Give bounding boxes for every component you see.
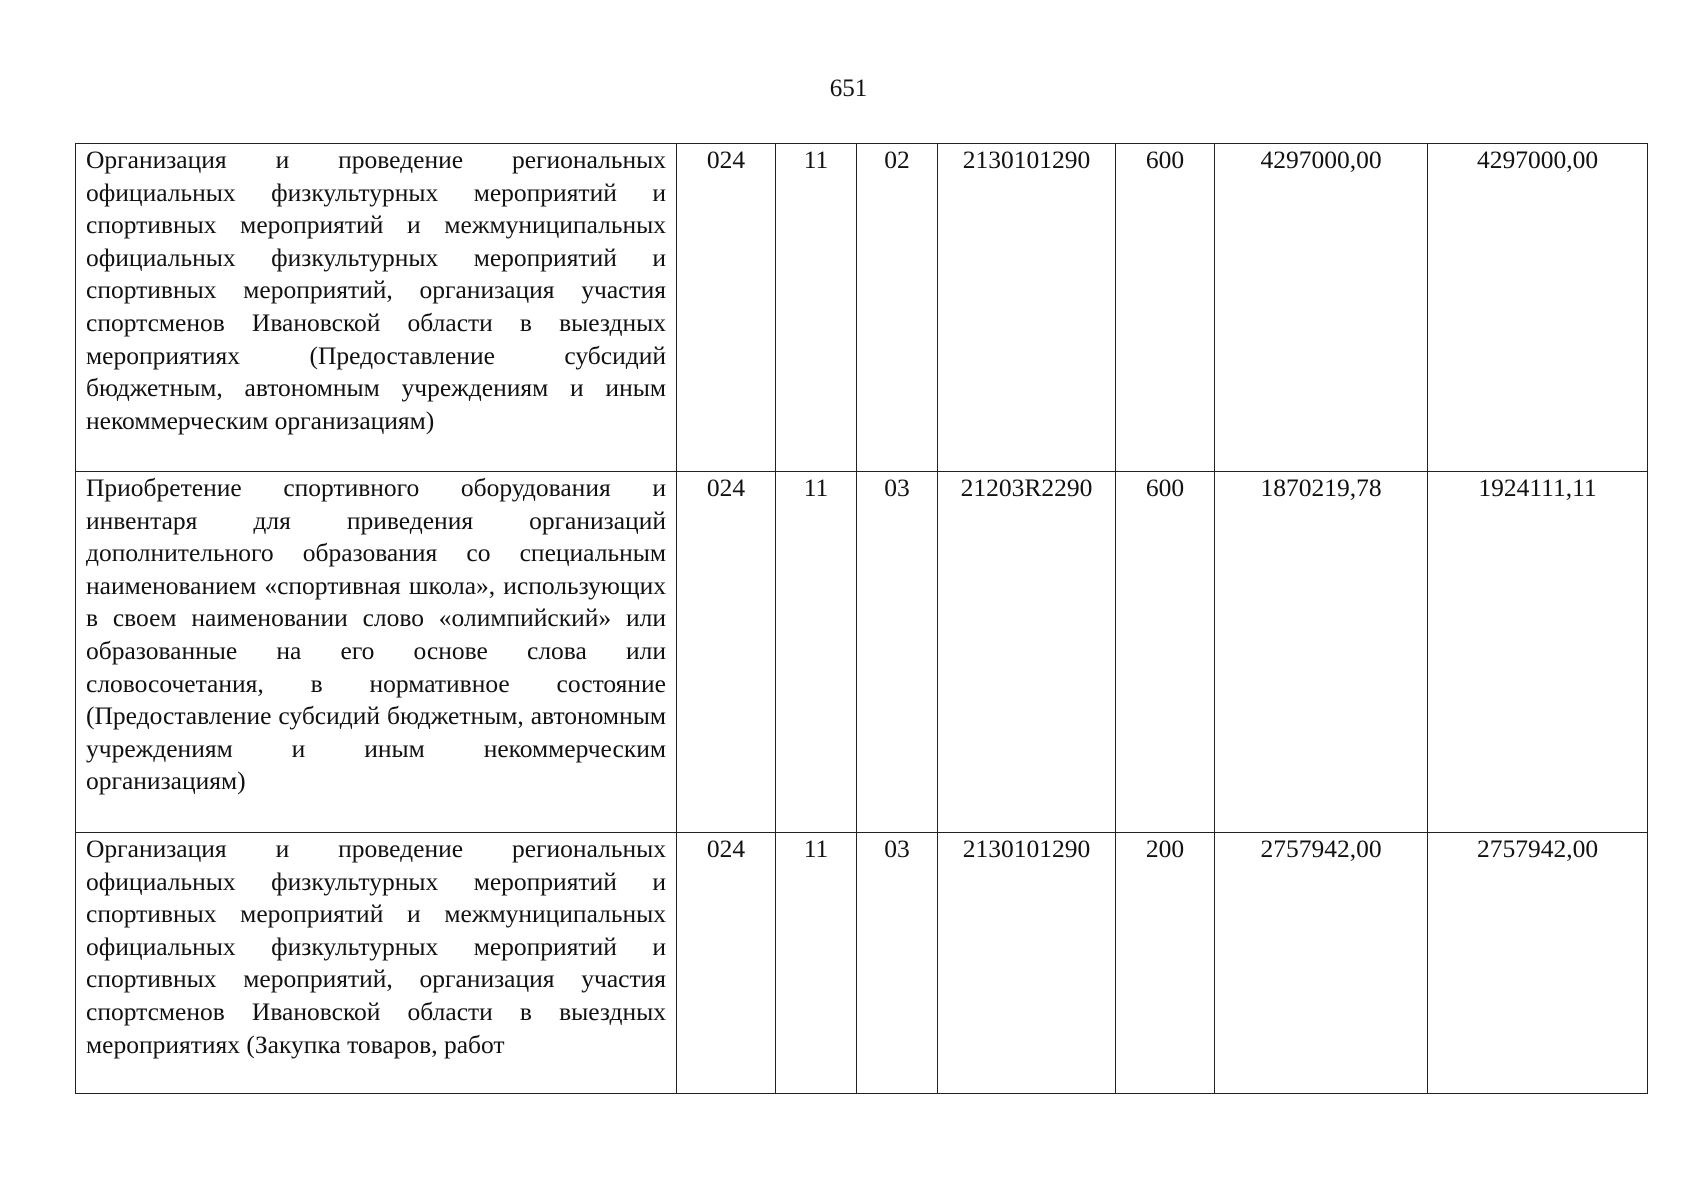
section-cell: 11 (776, 144, 857, 472)
section-cell: 11 (776, 833, 857, 1094)
budget-table (75, 143, 1648, 1094)
amount-year-1-cell: 2757942,00 (1215, 833, 1428, 1094)
page-number: 651 (829, 75, 868, 102)
subsection-cell: 02 (857, 144, 938, 472)
expense-type-cell: 200 (1116, 833, 1215, 1094)
target-article-cell: 2130101290 (938, 144, 1116, 472)
expense-type-cell: 600 (1116, 472, 1215, 833)
table-row (76, 472, 1648, 833)
target-article-cell: 2130101290 (938, 833, 1116, 1094)
amount-year-1-cell: 1870219,78 (1215, 472, 1428, 833)
expense-type-cell: 600 (1116, 144, 1215, 472)
ministry-code-cell: 024 (677, 144, 776, 472)
row-description: Организация и проведение региональных официальных физкультурных мероприятий и спортивных мероприятий и межмуниципальных официальных физкультурных мероприятий и спортивных мероприятий, организация участия спортсменов Ивановской области в выездных мероприятиях (Закупка товаров, работ (76, 833, 677, 1094)
ministry-code-cell: 024 (677, 472, 776, 833)
amount-year-2-cell: 4297000,00 (1428, 144, 1648, 472)
amount-year-2-cell: 1924111,11 (1428, 472, 1648, 833)
target-article-cell: 21203R2290 (938, 472, 1116, 833)
subsection-cell: 03 (857, 833, 938, 1094)
row-description: Приобретение спортивного оборудования и инвентаря для приведения организаций дополнительного образования со специальным наименованием «спортивная школа», использующих в своем наименовании слово «олимпийский» или образованные на его основе слова или словосочетания, в нормативное состояние (Предоставление субсидий бюджетным, автономным учреждениям и иным некоммерческим организациям) (76, 472, 677, 833)
row-description: Организация и проведение региональных официальных физкультурных мероприятий и спортивных мероприятий и межмуниципальных официальных физкультурных мероприятий и спортивных мероприятий, организация участия спортсменов Ивановской области в выездных мероприятиях (Предоставление субсидий бюджетным, автономным учреждениям и иным некоммерческим организациям) (76, 144, 677, 472)
section-cell: 11 (776, 472, 857, 833)
subsection-cell: 03 (857, 472, 938, 833)
amount-year-1-cell: 4297000,00 (1215, 144, 1428, 472)
table-row (76, 144, 1648, 472)
amount-year-2-cell: 2757942,00 (1428, 833, 1648, 1094)
ministry-code-cell: 024 (677, 833, 776, 1094)
table-row (76, 833, 1648, 1094)
